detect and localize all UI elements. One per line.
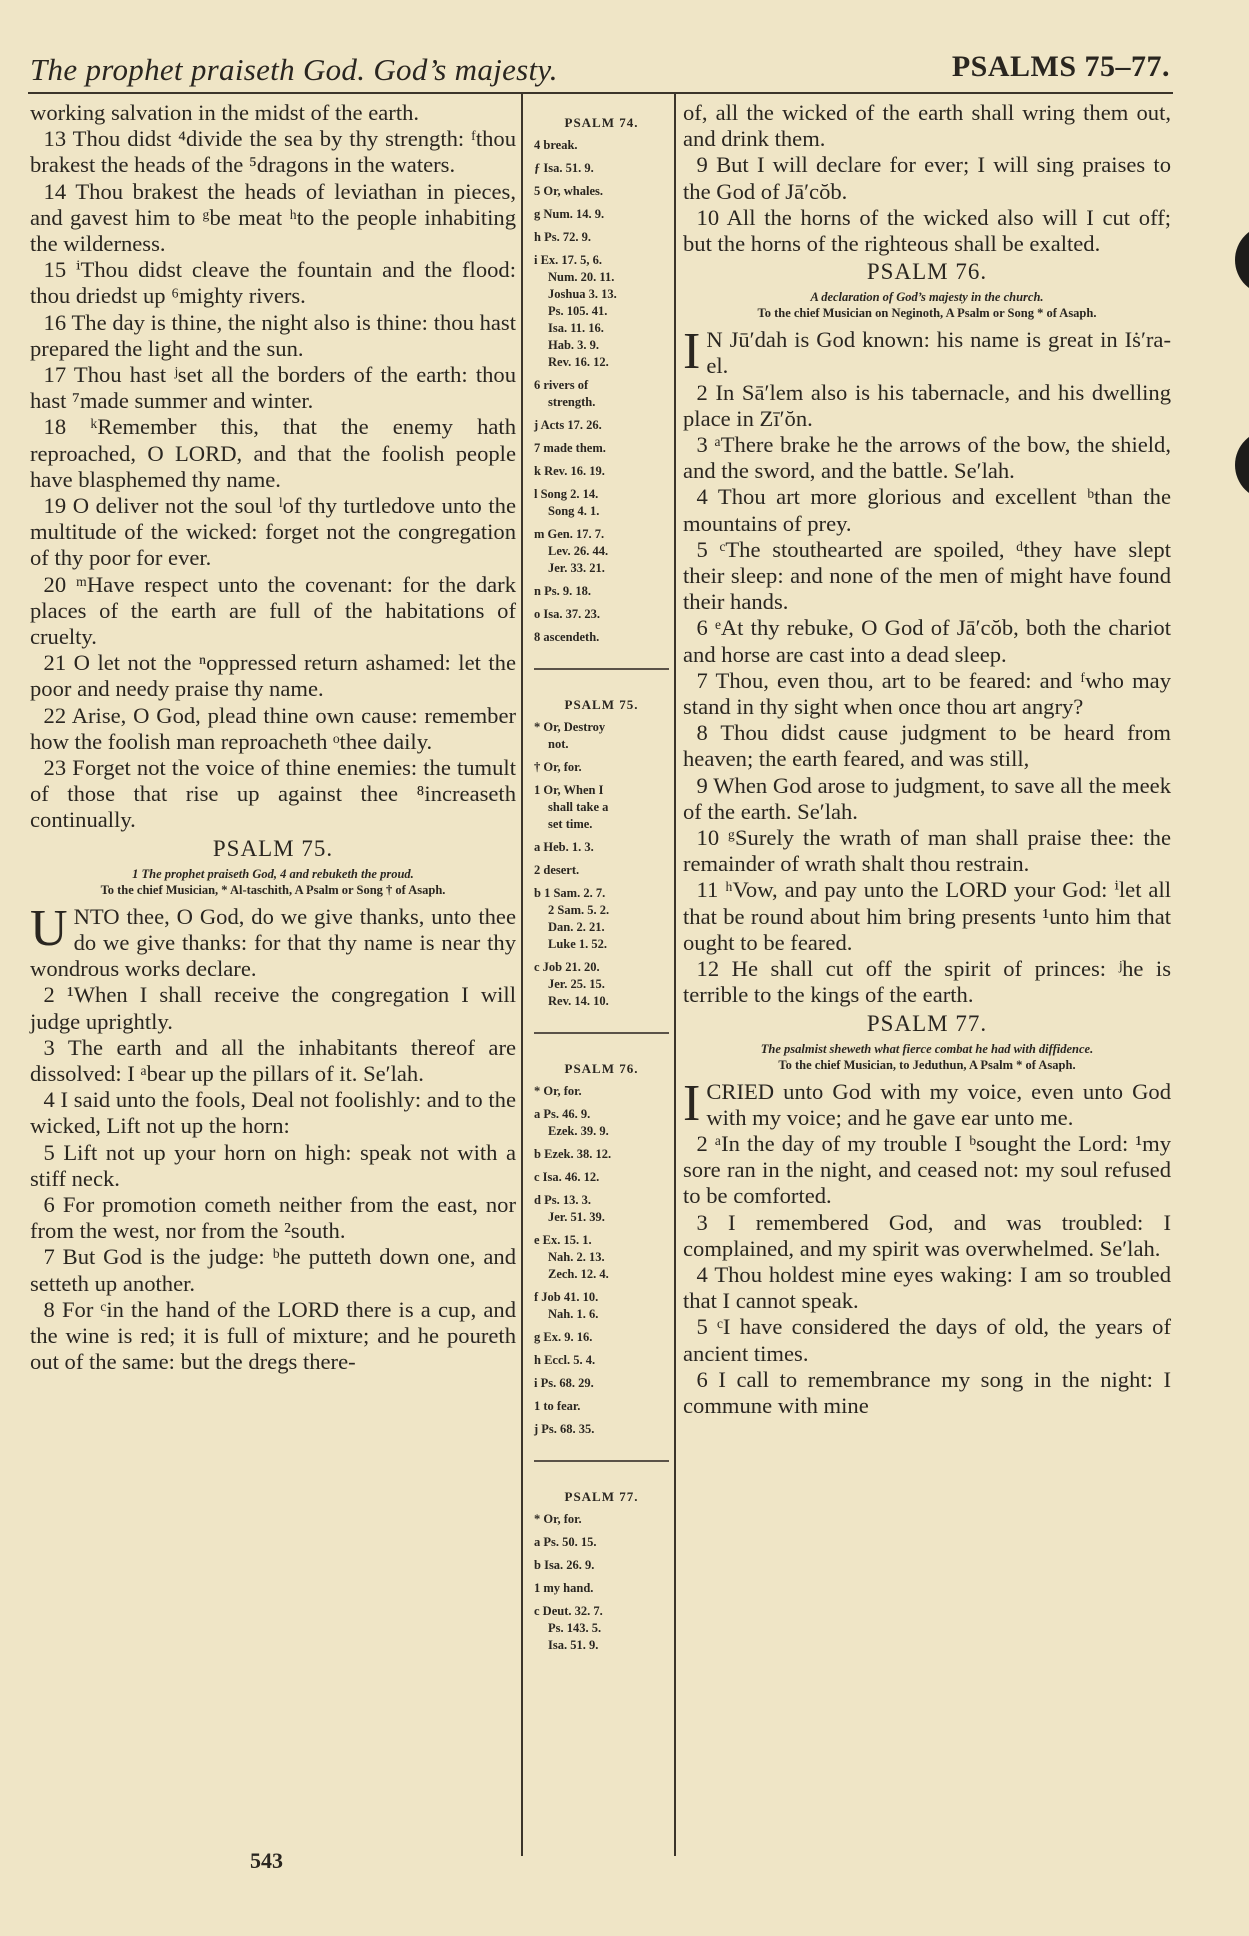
verse: 12 He shall cut off the spirit of princes: ʲhe is terrible to the kings of the earth.: [683, 956, 1171, 1008]
verse: 6 For promotion cometh neither from the east, nor from the west, nor from the ²south.: [30, 1191, 516, 1244]
cross-reference: l Song 2. 14. Song 4. 1.: [534, 487, 600, 518]
verse: 18 ᵏRemember this, that the enemy hath reproached, O LORD, and that the foolish people have blasphemed thy name.: [30, 414, 516, 492]
cross-reference: b 1 Sam. 2. 7. 2 Sam. 5. 2. Dan. 2. 21. Luke 1. 52.: [534, 886, 610, 951]
cross-reference: c Deut. 32. 7. Ps. 143. 5. Isa. 51. 9.: [534, 1604, 603, 1652]
reference-divider: [534, 1032, 669, 1034]
cross-reference: i Ex. 17. 5, 6. Num. 20. 11. Joshua 3. 13. Ps. 105. 41. Isa. 11. 16. Hab. 3. 9. Rev. 16. 12.: [534, 253, 617, 369]
column-rule-right: [674, 94, 676, 1856]
verse-1: [683, 1074, 1171, 1132]
cross-reference: j Ps. 68. 35.: [534, 1422, 595, 1436]
running-header: [30, 46, 1170, 90]
psalm-summary: 1 The prophet praiseth God, 4 and rebuketh the proud.: [132, 866, 414, 881]
verse: 4 Thou art more glorious and excellent ᵇthan the mountains of prey.: [683, 484, 1171, 536]
cross-reference: 4 break.: [534, 138, 578, 152]
cross-reference: * Or, for.: [534, 1084, 582, 1098]
cross-reference: c Job 21. 20. Jer. 25. 15. Rev. 14. 10.: [534, 960, 609, 1008]
cross-reference: 2 desert.: [534, 863, 580, 877]
cross-reference: 7 made them.: [534, 441, 606, 455]
cross-reference: a Heb. 1. 3.: [534, 840, 594, 854]
verse: 22 Arise, O God, plead thine own cause: remember how the foolish man reproacheth ᵒthee daily.: [30, 702, 516, 754]
verse: 5 ᶜI have considered the days of old, the years of ancient times.: [683, 1314, 1171, 1366]
verse-text: NTO thee, O God, do we give thanks, unto thee do we give thanks: for that thy name is near thy wondrous works declare.: [30, 903, 516, 982]
verse-text: N Jū′dah is God known: his name is great in Iṡ′ra-el.: [706, 327, 1171, 379]
cross-reference: 8 ascendeth.: [534, 630, 600, 644]
cross-reference: 1 to fear.: [534, 1399, 581, 1413]
verse: 19 O deliver not the soul ˡof thy turtledove unto the multitude of the wicked: forget not the congregation of thy poor for ever.: [30, 493, 516, 571]
psalm-superscription: To the chief Musician, * Al-taschith, A Psalm or Song † of Asaph.: [100, 882, 446, 897]
verse: 15 ⁱThou didst cleave the fountain and the flood: thou driedst up ⁶mighty rivers.: [30, 257, 516, 309]
cross-reference: 5 Or, whales.: [534, 184, 603, 198]
verse: 3 ᵃThere brake he the arrows of the bow, the shield, and the sword, and the battle. Se′lah.: [683, 432, 1171, 484]
verse: 8 Thou didst cause judgment to be heard from heaven; the earth feared, and was still,: [683, 720, 1171, 772]
psalm-superscription: To the chief Musician on Neginoth, A Psalm or Song * of Asaph.: [757, 306, 1097, 321]
psalm-superscription: To the chief Musician, to Jeduthun, A Psalm * of Asaph.: [778, 1057, 1076, 1072]
verse: 10 ᵍSurely the wrath of man shall praise thee: the remainder of wrath shalt thou restrain.: [683, 825, 1171, 877]
verse-1: [683, 323, 1171, 381]
verse: 6 I call to remembrance my song in the night: I commune with mine: [683, 1366, 1171, 1418]
cross-reference: 6 rivers of strength.: [534, 378, 596, 409]
verse: 3 I remembered God, and was troubled: I complained, and my spirit was overwhelmed. Se′lah.: [683, 1209, 1171, 1261]
drop-cap: U: [30, 899, 68, 957]
verse: 14 Thou brakest the heads of leviathan in pieces, and gavest him to ᵍbe meat ʰto the people inhabiting the wilderness.: [30, 178, 516, 257]
verse: 10 All the horns of the wicked also will I cut off; but the horns of the righteous shall be exalted.: [683, 204, 1171, 257]
psalm-summary: A declaration of God’s majesty in the church.: [810, 290, 1044, 305]
cross-reference: o Isa. 37. 23.: [534, 607, 600, 621]
verse: 2 In Sā′lem also is his tabernacle, and his dwelling place in Zī′ŏn.: [683, 379, 1171, 431]
cross-reference: g Ex. 9. 16.: [534, 1330, 593, 1344]
cross-reference: g Num. 14. 9.: [534, 207, 605, 221]
cross-reference: c Isa. 46. 12.: [534, 1170, 600, 1184]
column-rule-left: [521, 94, 523, 1856]
cross-reference: h Eccl. 5. 4.: [534, 1353, 596, 1367]
verse-1: [30, 899, 516, 983]
reference-heading: PSALM 75.: [564, 697, 639, 712]
header-book-range: PSALMS 75–77.: [951, 50, 1170, 83]
drop-cap: I: [683, 1074, 701, 1132]
verse: 6 ᵉAt thy rebuke, O God of Jā′cŏb, both the chariot and horse are cast into a dead sleep.: [683, 615, 1171, 667]
verse: 16 The day is thine, the night also is thine: thou hast prepared the light and the sun.: [30, 309, 516, 361]
verse: 9 But I will declare for ever; I will sing praises to the God of Jā′cŏb.: [683, 152, 1171, 204]
header-rule: [28, 92, 1173, 94]
verse: 11 ʰVow, and pay unto the LORD your God: ⁱlet all that be round about him bring presents ¹unto him that ought to be feared.: [683, 877, 1171, 955]
verse: 21 O let not the ⁿoppressed return ashamed: let the poor and needy praise thy name.: [30, 650, 516, 702]
psalm-heading: PSALM 77.: [866, 1010, 988, 1036]
psalm-summary: The psalmist sheweth what fierce combat he had with diffidence.: [760, 1041, 1094, 1056]
verse: 3 The earth and all the inhabitants thereof are dissolved: I ᵃbear up the pillars of it. Se′lah.: [30, 1034, 516, 1086]
drop-cap: I: [683, 323, 701, 381]
thumb-index-tab[interactable]: [1235, 225, 1249, 295]
thumb-index-tab[interactable]: [1235, 430, 1249, 500]
verse-text: CRIED unto God with my voice, even unto God with my voice; and he gave ear unto me.: [706, 1078, 1171, 1130]
page-number: 543: [250, 1848, 283, 1873]
left-text-column: [30, 100, 516, 1375]
cross-reference: i Ps. 68. 29.: [534, 1376, 594, 1390]
verse: 4 I said unto the fools, Deal not foolishly: and to the wicked, Lift not up the horn:: [30, 1087, 516, 1139]
cross-reference: ƒ Isa. 51. 9.: [534, 161, 594, 175]
cross-reference: a Ps. 50. 15.: [534, 1535, 597, 1549]
cross-reference: k Rev. 16. 19.: [534, 464, 605, 478]
reference-heading: PSALM 77.: [564, 1489, 639, 1504]
verse: 7 Thou, even thou, art to be feared: and ᶠwho may stand in thy sight when once thou art angry?: [683, 667, 1171, 720]
verse: 8 For ᶜin the hand of the LORD there is a cup, and the wine is red; it is full of mixture; and he poureth out of the same: but the dregs there-: [30, 1296, 516, 1375]
reference-heading: PSALM 76.: [564, 1061, 639, 1076]
cross-reference: j Acts 17. 26.: [534, 418, 602, 432]
verse: 9 When God arose to judgment, to save all the meek of the earth. Se′lah.: [683, 772, 1171, 824]
reference-divider: [534, 1460, 669, 1462]
cross-reference-column: [534, 108, 669, 1660]
cross-reference: * Or, Destroy not.: [534, 720, 606, 751]
cross-reference: e Ex. 15. 1. Nah. 2. 13. Zech. 12. 4.: [534, 1233, 609, 1281]
verse: 5 Lift not up your horn on high: speak not with a stiff neck.: [30, 1139, 516, 1191]
header-topic: The prophet praiseth God. God’s majesty.: [30, 52, 558, 87]
psalm-heading: PSALM 75.: [212, 835, 334, 861]
cross-reference: 1 Or, When I shall take a set time.: [534, 783, 609, 831]
verse: 17 Thou hast ʲset all the borders of the earth: thou hast ⁷made summer and winter.: [30, 362, 516, 414]
verse: 2 ¹When I shall receive the congregation I will judge uprightly.: [30, 982, 516, 1034]
cross-reference: d Ps. 13. 3. Jer. 51. 39.: [534, 1193, 605, 1224]
cross-reference: b Ezek. 38. 12.: [534, 1147, 612, 1161]
verse: 13 Thou didst ⁴divide the sea by thy strength: ᶠthou brakest the heads of the ⁵dragons in the waters.: [30, 126, 516, 178]
cross-reference: f Job 41. 10. Nah. 1. 6.: [534, 1290, 599, 1321]
cross-reference: h Ps. 72. 9.: [534, 230, 591, 244]
reference-heading: PSALM 74.: [564, 115, 639, 130]
cross-reference: n Ps. 9. 18.: [534, 584, 591, 598]
verse: 20 ᵐHave respect unto the covenant: for the dark places of the earth are full of the habitations of cruelty.: [30, 571, 516, 650]
verse: 2 ᵃIn the day of my trouble I ᵇsought the Lord: ¹my sore ran in the night, and ceased not: my soul refused to be comforted.: [683, 1130, 1171, 1209]
psalm-heading: PSALM 76.: [866, 259, 988, 285]
cross-reference: b Isa. 26. 9.: [534, 1558, 595, 1572]
cross-reference: † Or, for.: [534, 760, 582, 774]
verse: 23 Forget not the voice of thine enemies: the tumult of those that rise up against thee ⁸increaseth continually.: [30, 755, 516, 833]
right-text-column: [683, 100, 1171, 1419]
cross-reference: 1 my hand.: [534, 1581, 594, 1595]
verse: working salvation in the midst of the earth.: [30, 100, 420, 125]
cross-reference: * Or, for.: [534, 1512, 582, 1526]
verse: 5 ᶜThe stouthearted are spoiled, ᵈthey have slept their sleep: and none of the men of might have found their hands.: [683, 536, 1171, 615]
verse: 7 But God is the judge: ᵇhe putteth down one, and setteth up another.: [30, 1244, 516, 1296]
cross-reference: m Gen. 17. 7. Lev. 26. 44. Jer. 33. 21.: [534, 527, 609, 575]
verse: 4 Thou holdest mine eyes waking: I am so troubled that I cannot speak.: [683, 1261, 1171, 1314]
cross-reference: a Ps. 46. 9. Ezek. 39. 9.: [534, 1107, 609, 1138]
verse: of, all the wicked of the earth shall wring them out, and drink them.: [683, 100, 1171, 152]
reference-divider: [534, 668, 669, 670]
